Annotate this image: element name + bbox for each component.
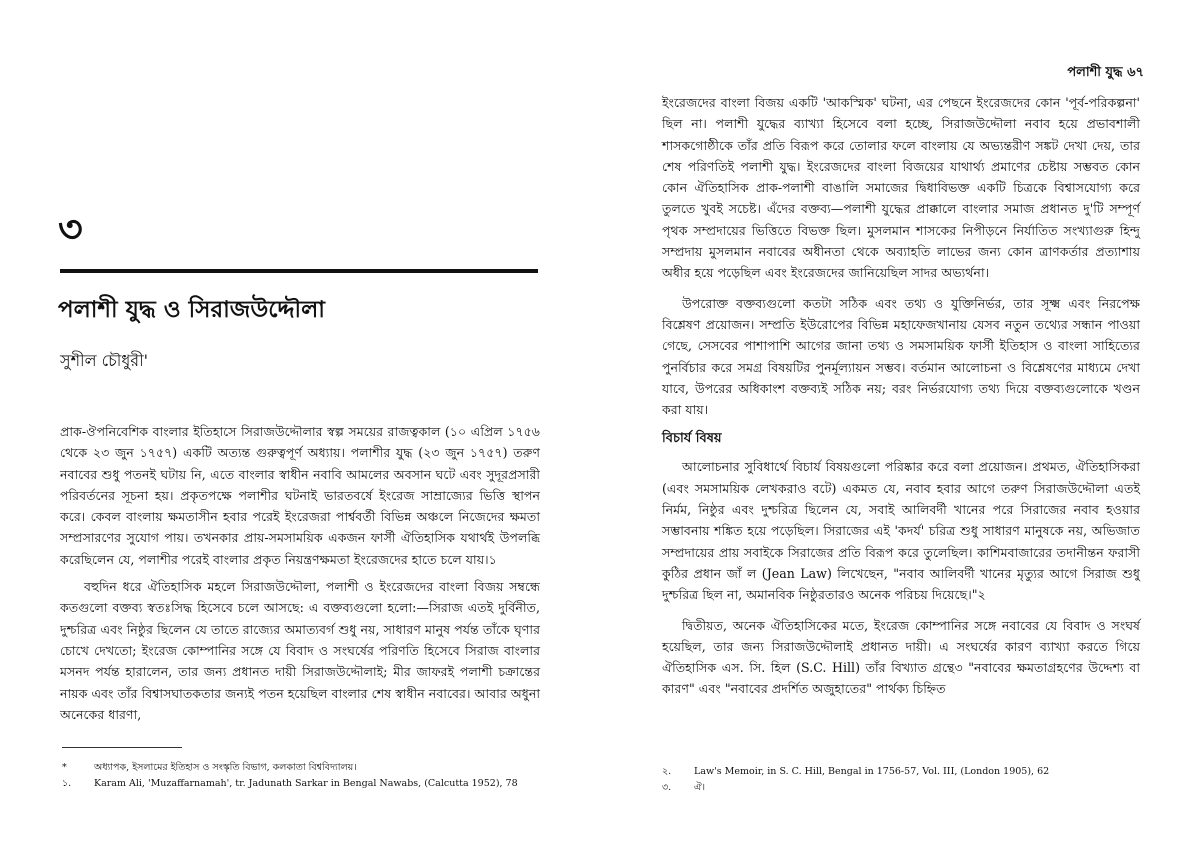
footnote: [62, 776, 542, 792]
paragraph: ইংরেজদের বাংলা বিজয় একটি 'আকস্মিক' ঘটনা, এর পেছনে ইংরেজদের কোন 'পূর্ব-পরিকল্পনা' ছিল না। পলাশী যুদ্ধের ব্যাখ্যা হিসেবে বলা হচ্ছে, সিরাজউদ্দৌলা নবাব হয়ে প্রভাবশালী শাসকগোষ্ঠীকে তাঁর প্রতি বিরূপ করে তোলার ফলে বাংলায় যে অভ্যন্তরীণ সঙ্কট দেখা দেয়, তার শেষ পরিণতিই পলাশী যুদ্ধ। ইংরেজদের বাংলা বিজয়ের যাথার্থ্য প্রমাণের চেষ্টায় সম্ভবত কোন কোন ঐতিহাসিক প্রাক-পলাশী বাঙালি সমাজের দ্বিধাবিভক্ত একটি চিত্রকে বিশ্বাসযোগ্য করে তুলতে খুবই সচেষ্ট। এঁদের বক্তব্য—পলাশী যুদ্ধের প্রাক্কালে বাংলার সমাজ প্রধানত দু'টি সম্পূর্ণ পৃথক সম্প্রদায়ের ভিত্তিতে বিভক্ত ছিল। মুসলমান শাসকের নিপীড়নে নির্যাতিত সংখ্যাগুরু হিন্দু সম্প্রদায় মুসলমান নবাবের অধীনতা থেকে অব্যাহতি লাভের জন্য কোন ত্রাণকর্তার প্রত্যাশায় অধীর হয়ে পড়েছিল এবং ইংরেজদের জানিয়েছিল সাদর অভ্যর্থনা।: [662, 95, 1141, 281]
paragraph: আলোচনার সুবিধার্থে বিচার্য বিষয়গুলো পরিষ্কার করে বলা প্রয়োজন। প্রথমত, ঐতিহাসিকরা (এবং সমসাময়িক লেখকরাও বটে) একমত যে, নবাব হবার আগে তরুণ সিরাজউদ্দৌলা এতই নির্মম, নিষ্ঠুর এবং দুশ্চরিত্র ছিলেন যে, সবাই আলিবর্দী খানের পরে সিরাজের নবাব হওয়ার সম্ভাবনায় শঙ্কিত হয়ে পড়েছিল। সিরাজের এই 'কদর্য' চরিত্র শুধু সাধারণ মানুষকে নয়, অভিজাত সম্প্রদায়ের প্রায় সবাইকে সিরাজের প্রতি বিরূপ করে তুলেছিল। কাশিমবাজারের তদানীন্তন ফরাসী কুঠির প্রধান জাঁ ল (Jean Law) লিখেছেন, "নবাব আলিবর্দী খানের মৃত্যুর আগে সিরাজ শুধু দুশ্চরিত্র ছিল না, অমানবিক নিষ্ঠুরতারও অনেক পরিচয় দিয়েছে।"২: [662, 459, 1140, 603]
footnote-text: Law's Memoir, in S. C. Hill, Bengal in 1756-57, Vol. III, (London 1905), 62: [694, 766, 1050, 777]
right-page: [600, 0, 1200, 849]
footnote-text: Karam Ali, 'Muzaffarnamah', tr. Jadunath Sarkar in Bengal Nawabs, (Calcutta 1952), 78: [94, 778, 518, 789]
section-heading: বিচার্য বিষয়: [662, 431, 722, 447]
footnote-mark: ২.: [662, 766, 672, 777]
footnote-text: অধ্যাপক, ইসলামের ইতিহাস ও সংস্কৃতি বিভাগ, কলকাতা বিশ্ববিদ্যালয়।: [94, 762, 357, 773]
chapter-rule: [60, 269, 538, 273]
left-footnotes: [62, 760, 542, 792]
footnote-text: ঐ।: [694, 782, 706, 793]
footnote: [662, 764, 1142, 780]
paragraph: বহুদিন ধরে ঐতিহাসিক মহলে সিরাজউদ্দৌলা, পলাশী ও ইংরেজদের বাংলা বিজয় সম্বন্ধে কতগুলো বক্তব্য স্বতঃসিদ্ধ হিসেবে চলে আসছে: এ বক্তব্যগুলো হলো:—সিরাজ এতই দুর্বিনীত, দুশ্চরিত্র এবং নিষ্ঠুর ছিলেন যে তাতে রাজ্যের অমাত্যবর্গ শুধু নয়, সাধারণ মানুষ পর্যন্ত তাঁকে ঘৃণার চোখে দেখতো; ইংরেজ কোম্পানির সঙ্গে যে বিবাদ ও সংঘর্ষের পরিণতি হিসেবে সিরাজ বাংলার মসনদ পর্যন্ত হারালেন, তার জন্য প্রধানত দায়ী সিরাজউদ্দৌলাই; মীর জাফরই পলাশী চক্রান্তের নায়ক এবং তাঁর বিশ্বাসঘাতকতার জন্যই পতন হয়েছিল বাংলার শেষ স্বাধীন নবাবের। আবার অধুনা অনেকের ধারণা,: [60, 579, 540, 722]
footnote: [62, 760, 542, 776]
paragraph: প্রাক-ঔপনিবেশিক বাংলার ইতিহাসে সিরাজউদ্দৌলার স্বল্প সময়ের রাজত্বকাল (১০ এপ্রিল ১৭৫৬ থেকে ২৩ জুন ১৭৫৭) একটি অত্যন্ত গুরুত্বপূর্ণ অধ্যায়। পলাশীর যুদ্ধ (২৩ জুন ১৭৫৭) তরুণ নবাবের শুধু পতনই ঘটায় নি, এতে বাংলার স্বাধীন নবাবি আমলের অবসান ঘটে এবং সুদূরপ্রসারী পরিবর্তনের সূচনা হয়। প্রকৃতপক্ষে পলাশীর ঘটনাই ভারতবর্ষে ইংরেজ সাম্রাজ্যের ভিত্তি স্থাপন করে। কেবল বাংলায় ক্ষমতাসীন হবার পরেই ইংরেজরা পার্শ্ববর্তী বিভিন্ন অঞ্চলে নিজেদের ক্ষমতা সম্প্রসারণের সুযোগ পায়। তখনকার প্রায়-সমসাময়িক একজন ফার্সী ঐতিহাসিক যথার্থই উপলব্ধি করেছিলেন যে, পলাশীর পরেই বাংলার প্রকৃত নিয়ন্ত্রণক্ষমতা ইংরেজদের হাতে চলে যায়।১: [60, 424, 540, 567]
running-header: পলাশী যুদ্ধ ৬৭: [1067, 65, 1144, 80]
footnote-rule: [62, 747, 182, 748]
right-footnotes: [662, 764, 1142, 796]
paragraph: দ্বিতীয়ত, অনেক ঐতিহাসিকের মতে, ইংরেজ কোম্পানির সঙ্গে নবাবের যে বিবাদ ও সংঘর্ষ হয়েছিল, তার জন্য সিরাজউদ্দৌলাই প্রধানত দায়ী। এ সংঘর্ষের কারণ ব্যাখ্যা করতে গিয়ে ঐতিহাসিক এস. সি. হিল (S.C. Hill) তাঁর বিখ্যাত গ্রন্থে৩ "নবাবের ক্ষমতাগ্রহণের উদ্দেশ্য বা কারণ" এবং "নবাবের প্রদর্শিত অজুহাতের" পার্থক্য চিহ্নিত: [662, 617, 1140, 697]
footnote-mark: ১.: [62, 778, 72, 789]
footnote-mark: *: [62, 762, 67, 773]
left-body-text: [60, 421, 540, 731]
footnote: [662, 780, 1142, 796]
chapter-title: পলাশী যুদ্ধ ও সিরাজউদ্দৌলা: [58, 296, 325, 323]
chapter-number: ৩: [58, 206, 83, 251]
paragraph: উপরোক্ত বক্তব্যগুলো কতটা সঠিক এবং তথ্য ও যুক্তিনির্ভর, তার সূক্ষ্ম এবং নিরপেক্ষ বিশ্লেষণ প্রয়োজন। সম্প্রতি ইউরোপের বিভিন্ন মহাফেজখানায় যেসব নতুন তথ্যের সন্ধান পাওয়া গেছে, সেসবের পাশাপাশি আগের জানা তথ্য ও সমসাময়িক ফার্সী ইতিহাস ও বাংলা সাহিত্যের পুনর্বিচার করে সমগ্র বিষয়টির পুনর্মূল্যায়ন সম্ভব। বর্তমান আলোচনা ও বিশ্লেষণের মাধ্যমে দেখা যাবে, উপরের অধিকাংশ বক্তব্যই সঠিক নয়; বরং নির্ভরযোগ্য তথ্য দিয়ে বক্তব্যগুলোকে খণ্ডন করা যায়।: [662, 295, 1140, 418]
chapter-author: সুশীল চৌধুরী': [60, 351, 149, 370]
right-body-text: [662, 92, 1140, 709]
footnote-mark: ৩.: [662, 782, 672, 793]
